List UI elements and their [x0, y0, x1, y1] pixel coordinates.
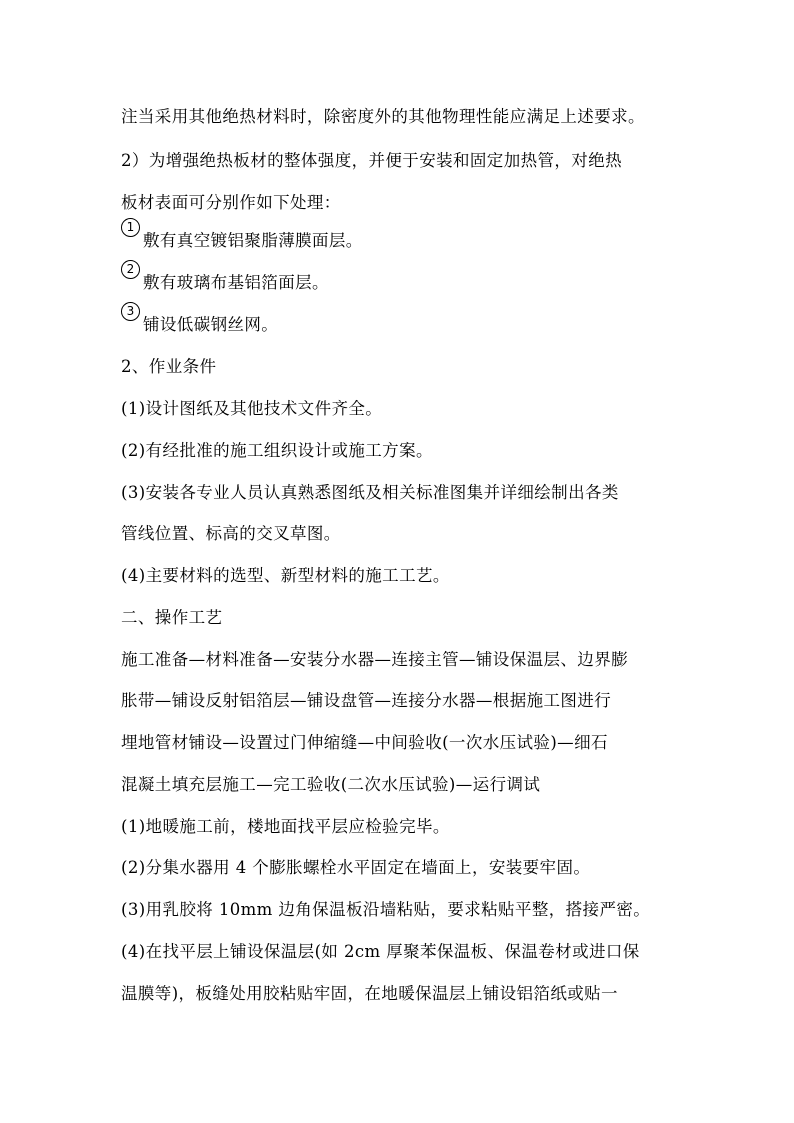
circled-number-icon: 2: [121, 260, 140, 279]
paragraph-line: (3)用乳胶将 10mm 边角保温板沿墙粘贴，要求粘贴平整，搭接严密。: [121, 900, 651, 919]
list-item-text: 敷有玻璃布基铝箔面层。: [143, 273, 329, 292]
paragraph-line: (2)有经批准的施工组织设计或施工方案。: [121, 441, 433, 460]
circled-list-item: [121, 260, 681, 300]
paragraph-line: 埋地管材铺设—设置过门伸缩缝—中间验收(一次水压试验)—细石: [121, 733, 608, 752]
list-item-text: 铺设低碳钢丝网。: [143, 315, 279, 334]
section-heading: 二、操作工艺: [121, 608, 223, 627]
paragraph-line: (1)地暖施工前，楼地面找平层应检验完毕。: [121, 817, 450, 836]
paragraph-line: 施工准备—材料准备—安装分水器—连接主管—铺设保温层、边界膨: [121, 650, 628, 669]
paragraph-line: 2）为增强绝热板材的整体强度，并便于安装和固定加热管，对绝热: [121, 151, 622, 170]
paragraph-line: 混凝土填充层施工—完工验收(二次水压试验)—运行调试: [121, 775, 541, 794]
paragraph-line: (4)在找平层上铺设保温层(如 2cm 厚聚苯保温板、保温卷材或进口保: [121, 942, 640, 961]
paragraph-line: (1)设计图纸及其他技术文件齐全。: [121, 399, 383, 418]
paragraph-line: (4)主要材料的选型、新型材料的施工工艺。: [121, 566, 450, 585]
paragraph-line: 管线位置、标高的交叉草图。: [121, 524, 341, 543]
list-item-text: 敷有真空镀铝聚脂薄膜面层。: [143, 231, 363, 250]
paragraph-line: 板材表面可分别作如下处理：: [121, 193, 341, 212]
paragraph-line: (2)分集水器用 4 个膨胀螺栓水平固定在墙面上，安装要牢固。: [121, 858, 591, 877]
circled-number-icon: 3: [121, 302, 140, 321]
circled-number-icon: 1: [121, 218, 140, 237]
circled-list-item: [121, 218, 681, 258]
paragraph-line: (3)安装各专业人员认真熟悉图纸及相关标准图集并详细绘制出各类: [121, 483, 619, 502]
paragraph-line: 温膜等)，板缝处用胶粘贴牢固，在地暖保温层上铺设铝箔纸或贴一: [121, 984, 618, 1003]
section-heading: 2、作业条件: [121, 357, 217, 376]
circled-list-item: [121, 302, 681, 342]
paragraph-line: 注当采用其他绝热材料时，除密度外的其他物理性能应满足上述要求。: [121, 107, 645, 126]
paragraph-line: 胀带—铺设反射铝箔层—铺设盘管—连接分水器—根据施工图进行: [121, 691, 612, 710]
